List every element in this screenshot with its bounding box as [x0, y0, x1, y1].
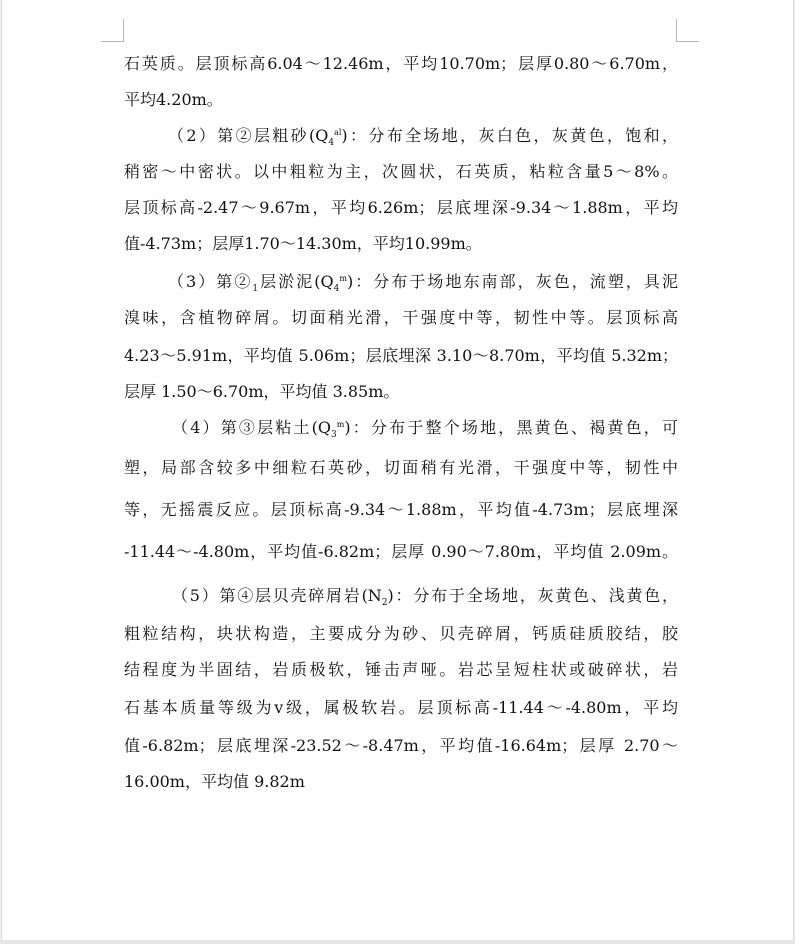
text-line: 层顶标高-2.47～9.67m，平均6.26m；层底埋深-9.34～1.88m，平均 — [124, 198, 678, 217]
text-line: （4）第③层粘土$(Q_3^m)$：分布于整个场地，黑黄色、褐黄色，可 — [172, 418, 678, 440]
text-line: 值-4.73m；层厚1.70～14.30m，平均10.99m。 — [124, 234, 482, 253]
text-line: 4.23～5.91m，平均值 5.06m；层底埋深 3.10～8.70m，平均值 5.32m； — [124, 346, 678, 365]
text-line: 粗粒结构，块状构造，主要成分为砂、贝壳碎屑，钙质硅质胶结，胶 — [124, 624, 678, 643]
page-gap — [0, 940, 795, 944]
top-right-margin-marker — [676, 19, 699, 42]
text-line: 石基本质量等级为ⅴ级，属极软岩。层顶标高-11.44～-4.80m，平均 — [124, 698, 678, 717]
text-line: -11.44～-4.80m，平均值-6.82m；层厚 0.90～7.80m，平均值 2.09m。 — [124, 542, 678, 561]
text-line: 平均4.20m。 — [124, 90, 223, 109]
text-line: （3）第$②_1$层淤泥$(Q_4^m)$：分布于场地东南部，灰色，流塑，具泥 — [168, 272, 678, 294]
text-line: 层厚 1.50～6.70m，平均值 3.85m。 — [124, 382, 400, 401]
text-line: 石英质。层顶标高6.04～12.46m，平均10.70m；层厚0.80～6.70m， — [124, 54, 678, 73]
text-line: 等，无摇震反应。层顶标高-9.34～1.88m，平均值-4.73m；层底埋深 — [124, 500, 678, 519]
text-line: 值-6.82m；层底埋深-23.52～-8.47m，平均值-16.64m；层厚 2.70～ — [124, 736, 678, 755]
text-line: 稍密～中密状。以中粗粒为主，次圆状，石英质，粘粒含量5～8%。 — [124, 162, 678, 181]
text-line: （2）第②层粗砂$(Q_4^{al})$：分布全场地，灰白色，灰黄色，饱和， — [168, 126, 678, 148]
top-left-margin-marker — [101, 19, 124, 42]
document-page — [1, 0, 794, 940]
text-line: 16.00m，平均值 9.82m — [124, 772, 305, 791]
text-line: （5）第④层贝壳碎屑岩$(N_2)$：分布于全场地，灰黄色、浅黄色， — [172, 586, 678, 608]
text-line: 结程度为半固结，岩质极软，锤击声哑。岩芯呈短柱状或破碎状，岩 — [124, 660, 678, 679]
text-line: 塑，局部含较多中细粒石英砂，切面稍有光滑，干强度中等，韧性中 — [124, 458, 678, 477]
text-line: 溴味，含植物碎屑。切面稍光滑，干强度中等，韧性中等。层顶标高 — [124, 308, 678, 327]
